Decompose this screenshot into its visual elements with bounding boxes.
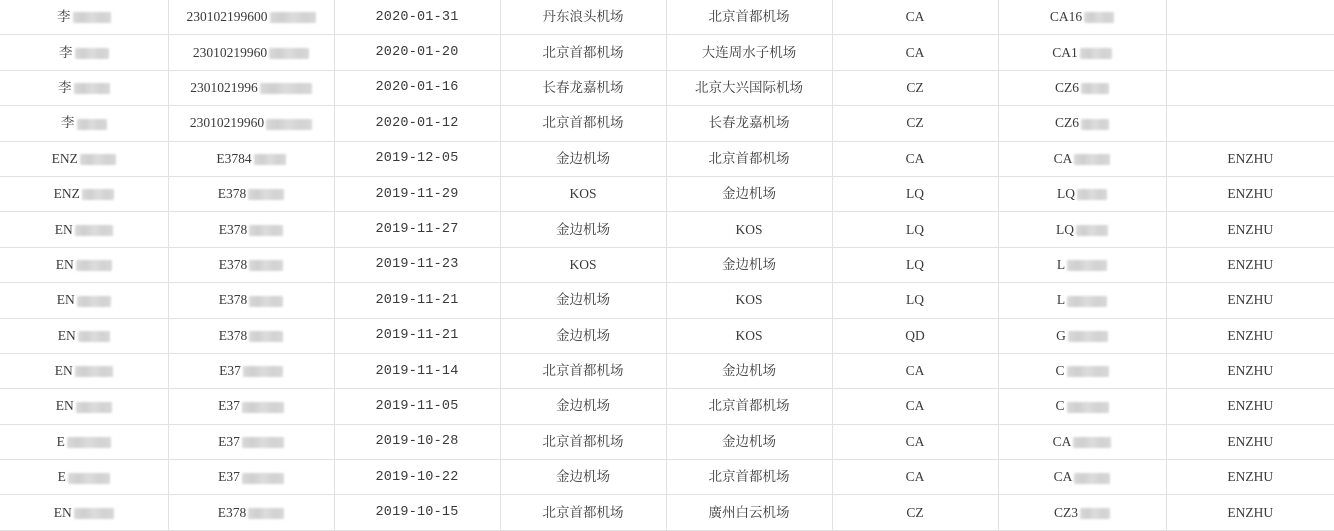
departure-airport-cell-text: 金边机场 bbox=[556, 150, 610, 166]
arrival-airport-cell bbox=[666, 318, 832, 353]
operator-cell-text: ENZHU bbox=[1227, 186, 1274, 202]
arrival-airport-cell bbox=[666, 353, 832, 388]
table-row[interactable] bbox=[0, 212, 1334, 247]
airline-code-cell-text: LQ bbox=[906, 292, 924, 308]
arrival-airport-cell bbox=[666, 35, 832, 70]
departure-airport-cell bbox=[500, 495, 666, 530]
airline-code-cell-text: CA bbox=[905, 9, 925, 25]
operator-cell bbox=[1166, 389, 1334, 424]
flight-number-cell-text: G bbox=[1056, 327, 1066, 343]
airline-code-cell bbox=[832, 212, 998, 247]
operator-cell bbox=[1166, 318, 1334, 353]
flight-date-cell-text: 2019-11-27 bbox=[375, 222, 459, 238]
departure-airport-cell-text: 北京首都机场 bbox=[542, 115, 624, 131]
id-number-cell bbox=[168, 460, 334, 495]
arrival-airport-cell-text: 金边机场 bbox=[722, 433, 776, 449]
flight-date-cell bbox=[334, 106, 500, 141]
id-number-cell-text: 23010219960 bbox=[189, 115, 265, 131]
redaction-mask bbox=[1067, 296, 1107, 307]
airline-code-cell bbox=[832, 247, 998, 282]
operator-cell-text: ENZHU bbox=[1227, 150, 1274, 166]
flight-date-cell-text: 2020-01-20 bbox=[375, 45, 459, 61]
departure-airport-cell bbox=[500, 176, 666, 211]
operator-cell bbox=[1166, 35, 1334, 70]
id-number-cell bbox=[168, 70, 334, 105]
flight-number-cell bbox=[998, 495, 1166, 530]
id-number-cell-text: E378 bbox=[218, 292, 248, 308]
id-number-cell-text: 230102199600 bbox=[186, 9, 268, 25]
redaction-mask bbox=[77, 296, 111, 307]
operator-cell bbox=[1166, 212, 1334, 247]
flight-date-cell bbox=[334, 353, 500, 388]
redaction-mask bbox=[82, 189, 114, 200]
passenger-name-cell bbox=[0, 141, 168, 176]
flight-date-cell-text: 2020-01-12 bbox=[375, 115, 459, 131]
airline-code-cell-text: CA bbox=[905, 469, 925, 485]
passenger-name-cell bbox=[0, 353, 168, 388]
passenger-name-cell-text: EN bbox=[55, 398, 74, 414]
redaction-mask bbox=[1081, 119, 1109, 130]
id-number-cell-text: 23010219960 bbox=[192, 44, 268, 60]
arrival-airport-cell-text: KOS bbox=[735, 292, 763, 308]
redaction-mask bbox=[249, 331, 283, 342]
id-number-cell bbox=[168, 0, 334, 35]
id-number-cell-text: E37 bbox=[219, 363, 241, 379]
redaction-mask bbox=[77, 119, 107, 130]
arrival-airport-cell-text: 金边机场 bbox=[722, 363, 776, 379]
departure-airport-cell bbox=[500, 0, 666, 35]
arrival-airport-cell-text: 北京首都机场 bbox=[708, 9, 790, 25]
departure-airport-cell bbox=[500, 424, 666, 459]
redaction-mask bbox=[1067, 366, 1109, 377]
passenger-name-cell-text: ENZ bbox=[51, 150, 78, 166]
airline-code-cell bbox=[832, 106, 998, 141]
operator-cell bbox=[1166, 353, 1334, 388]
table-row[interactable] bbox=[0, 318, 1334, 353]
arrival-airport-cell-text: KOS bbox=[735, 221, 763, 237]
operator-cell bbox=[1166, 0, 1334, 35]
table-row[interactable] bbox=[0, 70, 1334, 105]
departure-airport-cell bbox=[500, 106, 666, 141]
airline-code-cell bbox=[832, 283, 998, 318]
id-number-cell bbox=[168, 247, 334, 282]
flight-number-cell bbox=[998, 176, 1166, 211]
operator-cell bbox=[1166, 247, 1334, 282]
id-number-cell bbox=[168, 212, 334, 247]
airline-code-cell bbox=[832, 0, 998, 35]
operator-cell bbox=[1166, 176, 1334, 211]
operator-cell bbox=[1166, 460, 1334, 495]
airline-code-cell-text: CA bbox=[905, 44, 925, 60]
redaction-mask bbox=[75, 225, 113, 236]
flight-number-cell-text: CA bbox=[1052, 433, 1072, 449]
departure-airport-cell-text: 北京首都机场 bbox=[542, 433, 624, 449]
table-row[interactable] bbox=[0, 283, 1334, 318]
flight-number-cell-text: CA bbox=[1053, 469, 1073, 485]
departure-airport-cell-text: 金边机场 bbox=[556, 327, 610, 343]
redaction-mask bbox=[75, 48, 109, 59]
redaction-mask bbox=[249, 296, 283, 307]
table-row[interactable] bbox=[0, 353, 1334, 388]
flight-date-cell-text: 2019-11-21 bbox=[375, 292, 459, 308]
flight-date-cell-text: 2019-12-05 bbox=[375, 151, 459, 167]
flight-date-cell bbox=[334, 212, 500, 247]
id-number-cell bbox=[168, 141, 334, 176]
airline-code-cell bbox=[832, 424, 998, 459]
redaction-mask bbox=[1077, 189, 1107, 200]
id-number-cell bbox=[168, 353, 334, 388]
flight-number-cell bbox=[998, 389, 1166, 424]
redaction-mask bbox=[74, 83, 110, 94]
redaction-mask bbox=[80, 154, 116, 165]
flight-date-cell-text: 2019-11-21 bbox=[375, 328, 459, 344]
departure-airport-cell bbox=[500, 389, 666, 424]
airline-code-cell bbox=[832, 176, 998, 211]
passenger-name-cell-text: EN bbox=[54, 221, 73, 237]
passenger-name-cell-text: EN bbox=[57, 327, 76, 343]
arrival-airport-cell-text: 大连周水子机场 bbox=[701, 44, 797, 60]
table-row[interactable] bbox=[0, 35, 1334, 70]
redaction-mask bbox=[1074, 473, 1110, 484]
flight-number-cell-text: CZ6 bbox=[1054, 79, 1079, 95]
operator-cell bbox=[1166, 283, 1334, 318]
redaction-mask bbox=[1080, 508, 1110, 519]
redaction-mask bbox=[78, 331, 110, 342]
airline-code-cell-text: CZ bbox=[906, 115, 924, 131]
departure-airport-cell-text: 丹东浪头机场 bbox=[542, 9, 624, 25]
operator-cell-text: ENZHU bbox=[1227, 363, 1274, 379]
airline-code-cell-text: LQ bbox=[906, 221, 924, 237]
operator-cell bbox=[1166, 495, 1334, 530]
arrival-airport-cell-text: 金边机场 bbox=[722, 256, 776, 272]
passenger-name-cell-text: EN bbox=[55, 256, 74, 272]
table-row[interactable] bbox=[0, 495, 1334, 530]
flight-date-cell bbox=[334, 176, 500, 211]
redaction-mask bbox=[1073, 437, 1111, 448]
arrival-airport-cell bbox=[666, 176, 832, 211]
departure-airport-cell bbox=[500, 212, 666, 247]
passenger-name-cell-text: E bbox=[56, 433, 65, 449]
airline-code-cell bbox=[832, 70, 998, 105]
passenger-name-cell-text: EN bbox=[53, 504, 72, 520]
flight-date-cell-text: 2019-10-22 bbox=[375, 469, 459, 485]
flight-number-cell bbox=[998, 460, 1166, 495]
operator-cell bbox=[1166, 141, 1334, 176]
passenger-name-cell bbox=[0, 318, 168, 353]
arrival-airport-cell bbox=[666, 106, 832, 141]
passenger-name-cell bbox=[0, 176, 168, 211]
departure-airport-cell-text: KOS bbox=[569, 186, 597, 202]
redaction-mask bbox=[75, 366, 113, 377]
arrival-airport-cell-text: 北京大兴国际机场 bbox=[695, 79, 803, 95]
flight-date-cell-text: 2019-11-14 bbox=[375, 363, 459, 379]
airline-code-cell bbox=[832, 318, 998, 353]
operator-cell bbox=[1166, 106, 1334, 141]
flight-date-cell bbox=[334, 460, 500, 495]
flight-number-cell bbox=[998, 35, 1166, 70]
id-number-cell bbox=[168, 424, 334, 459]
departure-airport-cell-text: 长春龙嘉机场 bbox=[542, 79, 624, 95]
flight-date-cell-text: 2020-01-16 bbox=[375, 80, 459, 96]
departure-airport-cell-text: 金边机场 bbox=[556, 469, 610, 485]
redaction-mask bbox=[1084, 12, 1114, 23]
flight-number-cell-text: L bbox=[1056, 256, 1066, 272]
redaction-mask bbox=[1067, 402, 1109, 413]
table-row[interactable] bbox=[0, 0, 1334, 35]
airline-code-cell-text: CZ bbox=[906, 504, 924, 520]
passenger-name-cell bbox=[0, 212, 168, 247]
passenger-name-cell-text: EN bbox=[54, 363, 73, 379]
id-number-cell bbox=[168, 495, 334, 530]
flight-date-cell-text: 2020-01-31 bbox=[375, 9, 459, 25]
arrival-airport-cell bbox=[666, 389, 832, 424]
airline-code-cell bbox=[832, 495, 998, 530]
departure-airport-cell bbox=[500, 70, 666, 105]
operator-cell bbox=[1166, 424, 1334, 459]
arrival-airport-cell bbox=[666, 460, 832, 495]
redaction-mask bbox=[266, 119, 312, 130]
departure-airport-cell-text: 北京首都机场 bbox=[542, 363, 624, 379]
redaction-mask bbox=[74, 508, 114, 519]
passenger-name-cell bbox=[0, 495, 168, 530]
redaction-mask bbox=[248, 508, 284, 519]
flight-date-cell-text: 2019-10-28 bbox=[375, 434, 459, 450]
passenger-name-cell bbox=[0, 35, 168, 70]
redaction-mask bbox=[73, 12, 111, 23]
passenger-name-cell bbox=[0, 0, 168, 35]
airline-code-cell-text: CA bbox=[905, 150, 925, 166]
flight-number-cell bbox=[998, 141, 1166, 176]
departure-airport-cell-text: KOS bbox=[569, 256, 597, 272]
redaction-mask bbox=[242, 473, 284, 484]
flight-number-cell bbox=[998, 318, 1166, 353]
airline-code-cell bbox=[832, 141, 998, 176]
flight-number-cell-text: LQ bbox=[1056, 221, 1074, 237]
id-number-cell bbox=[168, 35, 334, 70]
passenger-name-cell bbox=[0, 247, 168, 282]
flight-date-cell bbox=[334, 141, 500, 176]
flight-date-cell bbox=[334, 35, 500, 70]
arrival-airport-cell bbox=[666, 247, 832, 282]
passenger-name-cell bbox=[0, 424, 168, 459]
departure-airport-cell bbox=[500, 283, 666, 318]
redaction-mask bbox=[1076, 225, 1108, 236]
airline-code-cell-text: LQ bbox=[906, 256, 924, 272]
redaction-mask bbox=[270, 12, 316, 23]
operator-cell-text: ENZHU bbox=[1227, 327, 1274, 343]
flight-number-cell bbox=[998, 247, 1166, 282]
passenger-name-cell-text: 李 bbox=[58, 79, 72, 95]
flight-date-cell-text: 2019-11-05 bbox=[375, 398, 459, 414]
flight-number-cell-text: LQ bbox=[1057, 186, 1075, 202]
arrival-airport-cell bbox=[666, 0, 832, 35]
passenger-name-cell-text: 李 bbox=[61, 115, 75, 131]
flight-number-cell bbox=[998, 106, 1166, 141]
id-number-cell-text: E37 bbox=[218, 469, 240, 485]
airline-code-cell bbox=[832, 389, 998, 424]
flight-number-cell-text: CA bbox=[1053, 150, 1073, 166]
passenger-name-cell-text: E bbox=[57, 469, 66, 485]
departure-airport-cell-text: 金边机场 bbox=[556, 221, 610, 237]
table-row[interactable] bbox=[0, 106, 1334, 141]
redaction-mask bbox=[76, 260, 112, 271]
flight-date-cell-text: 2019-11-23 bbox=[375, 257, 459, 273]
flight-number-cell-text: CA1 bbox=[1052, 44, 1078, 60]
passenger-name-cell-text: 李 bbox=[59, 44, 73, 60]
departure-airport-cell-text: 北京首都机场 bbox=[542, 504, 624, 520]
flight-number-cell-text: L bbox=[1056, 292, 1066, 308]
flight-date-cell bbox=[334, 389, 500, 424]
departure-airport-cell bbox=[500, 318, 666, 353]
id-number-cell-text: E378 bbox=[217, 504, 247, 520]
airline-code-cell-text: QD bbox=[905, 327, 925, 343]
table-row[interactable] bbox=[0, 141, 1334, 176]
flight-date-cell bbox=[334, 283, 500, 318]
redaction-mask bbox=[260, 83, 312, 94]
arrival-airport-cell bbox=[666, 141, 832, 176]
flight-number-cell-text: CZ6 bbox=[1054, 115, 1079, 131]
redaction-mask bbox=[242, 402, 284, 413]
arrival-airport-cell bbox=[666, 70, 832, 105]
flight-date-cell bbox=[334, 424, 500, 459]
departure-airport-cell bbox=[500, 247, 666, 282]
flight-date-cell-text: 2019-11-29 bbox=[375, 186, 459, 202]
flight-number-cell-text: CZ3 bbox=[1053, 504, 1078, 520]
id-number-cell bbox=[168, 318, 334, 353]
passenger-name-cell bbox=[0, 106, 168, 141]
flight-number-cell-text: C bbox=[1055, 398, 1065, 414]
flight-number-cell bbox=[998, 212, 1166, 247]
passenger-name-cell-text: ENZ bbox=[53, 186, 80, 202]
departure-airport-cell bbox=[500, 353, 666, 388]
passenger-name-cell bbox=[0, 283, 168, 318]
redaction-mask bbox=[76, 402, 112, 413]
redaction-mask bbox=[1074, 154, 1110, 165]
passenger-name-cell-text: EN bbox=[56, 292, 75, 308]
airline-code-cell bbox=[832, 460, 998, 495]
table-row[interactable] bbox=[0, 247, 1334, 282]
airline-code-cell-text: LQ bbox=[906, 186, 924, 202]
redaction-mask bbox=[67, 437, 111, 448]
departure-airport-cell bbox=[500, 35, 666, 70]
operator-cell-text: ENZHU bbox=[1227, 504, 1274, 520]
operator-cell-text: ENZHU bbox=[1227, 292, 1274, 308]
arrival-airport-cell-text: 北京首都机场 bbox=[708, 150, 790, 166]
redaction-mask bbox=[1067, 260, 1107, 271]
id-number-cell-text: 2301021996 bbox=[190, 79, 258, 95]
id-number-cell bbox=[168, 106, 334, 141]
passenger-name-cell bbox=[0, 70, 168, 105]
redaction-mask bbox=[249, 260, 283, 271]
redaction-mask bbox=[248, 189, 284, 200]
flight-number-cell bbox=[998, 353, 1166, 388]
id-number-cell-text: E378 bbox=[218, 256, 248, 272]
operator-cell-text: ENZHU bbox=[1227, 433, 1274, 449]
departure-airport-cell bbox=[500, 460, 666, 495]
flight-date-cell bbox=[334, 495, 500, 530]
airline-code-cell-text: CA bbox=[905, 398, 925, 414]
flight-date-cell bbox=[334, 0, 500, 35]
id-number-cell bbox=[168, 389, 334, 424]
redaction-mask bbox=[1081, 83, 1109, 94]
redaction-mask bbox=[1080, 48, 1112, 59]
airline-code-cell bbox=[832, 35, 998, 70]
airline-code-cell-text: CA bbox=[905, 433, 925, 449]
table-row[interactable] bbox=[0, 460, 1334, 495]
arrival-airport-cell bbox=[666, 495, 832, 530]
arrival-airport-cell-text: 金边机场 bbox=[722, 186, 776, 202]
operator-cell-text: ENZHU bbox=[1227, 256, 1274, 272]
redaction-mask bbox=[1068, 331, 1108, 342]
flight-number-cell bbox=[998, 0, 1166, 35]
flight-date-cell bbox=[334, 318, 500, 353]
redaction-mask bbox=[249, 225, 283, 236]
table-row[interactable] bbox=[0, 176, 1334, 211]
arrival-airport-cell bbox=[666, 424, 832, 459]
id-number-cell-text: E37 bbox=[218, 398, 240, 414]
airline-code-cell-text: CZ bbox=[906, 79, 924, 95]
id-number-cell bbox=[168, 176, 334, 211]
id-number-cell bbox=[168, 283, 334, 318]
flight-number-cell bbox=[998, 424, 1166, 459]
redaction-mask bbox=[243, 366, 283, 377]
airline-code-cell-text: CA bbox=[905, 363, 925, 379]
redaction-mask bbox=[242, 437, 284, 448]
flight-number-cell bbox=[998, 283, 1166, 318]
arrival-airport-cell bbox=[666, 283, 832, 318]
departure-airport-cell-text: 北京首都机场 bbox=[542, 44, 624, 60]
table-row[interactable] bbox=[0, 389, 1334, 424]
arrival-airport-cell-text: 长春龙嘉机场 bbox=[708, 115, 790, 131]
operator-cell bbox=[1166, 70, 1334, 105]
id-number-cell-text: E37 bbox=[218, 433, 240, 449]
passenger-name-cell-text: 李 bbox=[57, 9, 71, 25]
id-number-cell-text: E378 bbox=[217, 186, 247, 202]
arrival-airport-cell-text: KOS bbox=[735, 327, 763, 343]
arrival-airport-cell-text: 廣州白云机场 bbox=[708, 504, 790, 520]
id-number-cell-text: E3784 bbox=[216, 150, 252, 166]
redaction-mask bbox=[254, 154, 286, 165]
departure-airport-cell-text: 金边机场 bbox=[556, 292, 610, 308]
departure-airport-cell bbox=[500, 141, 666, 176]
operator-cell-text: ENZHU bbox=[1227, 221, 1274, 237]
departure-airport-cell-text: 金边机场 bbox=[556, 398, 610, 414]
flight-number-cell-text: CA16 bbox=[1049, 9, 1083, 25]
flight-date-cell bbox=[334, 247, 500, 282]
flight-date-cell-text: 2019-10-15 bbox=[375, 505, 459, 521]
airline-code-cell bbox=[832, 353, 998, 388]
arrival-airport-cell-text: 北京首都机场 bbox=[708, 398, 790, 414]
operator-cell-text: ENZHU bbox=[1227, 398, 1274, 414]
redaction-mask bbox=[68, 473, 110, 484]
flight-date-cell bbox=[334, 70, 500, 105]
passenger-name-cell bbox=[0, 460, 168, 495]
flight-number-cell bbox=[998, 70, 1166, 105]
arrival-airport-cell-text: 北京首都机场 bbox=[708, 469, 790, 485]
operator-cell-text: ENZHU bbox=[1227, 469, 1274, 485]
table-row[interactable] bbox=[0, 424, 1334, 459]
redaction-mask bbox=[269, 48, 309, 59]
passenger-name-cell bbox=[0, 389, 168, 424]
id-number-cell-text: E378 bbox=[218, 221, 248, 237]
flight-number-cell-text: C bbox=[1055, 363, 1065, 379]
arrival-airport-cell bbox=[666, 212, 832, 247]
id-number-cell-text: E378 bbox=[218, 327, 248, 343]
